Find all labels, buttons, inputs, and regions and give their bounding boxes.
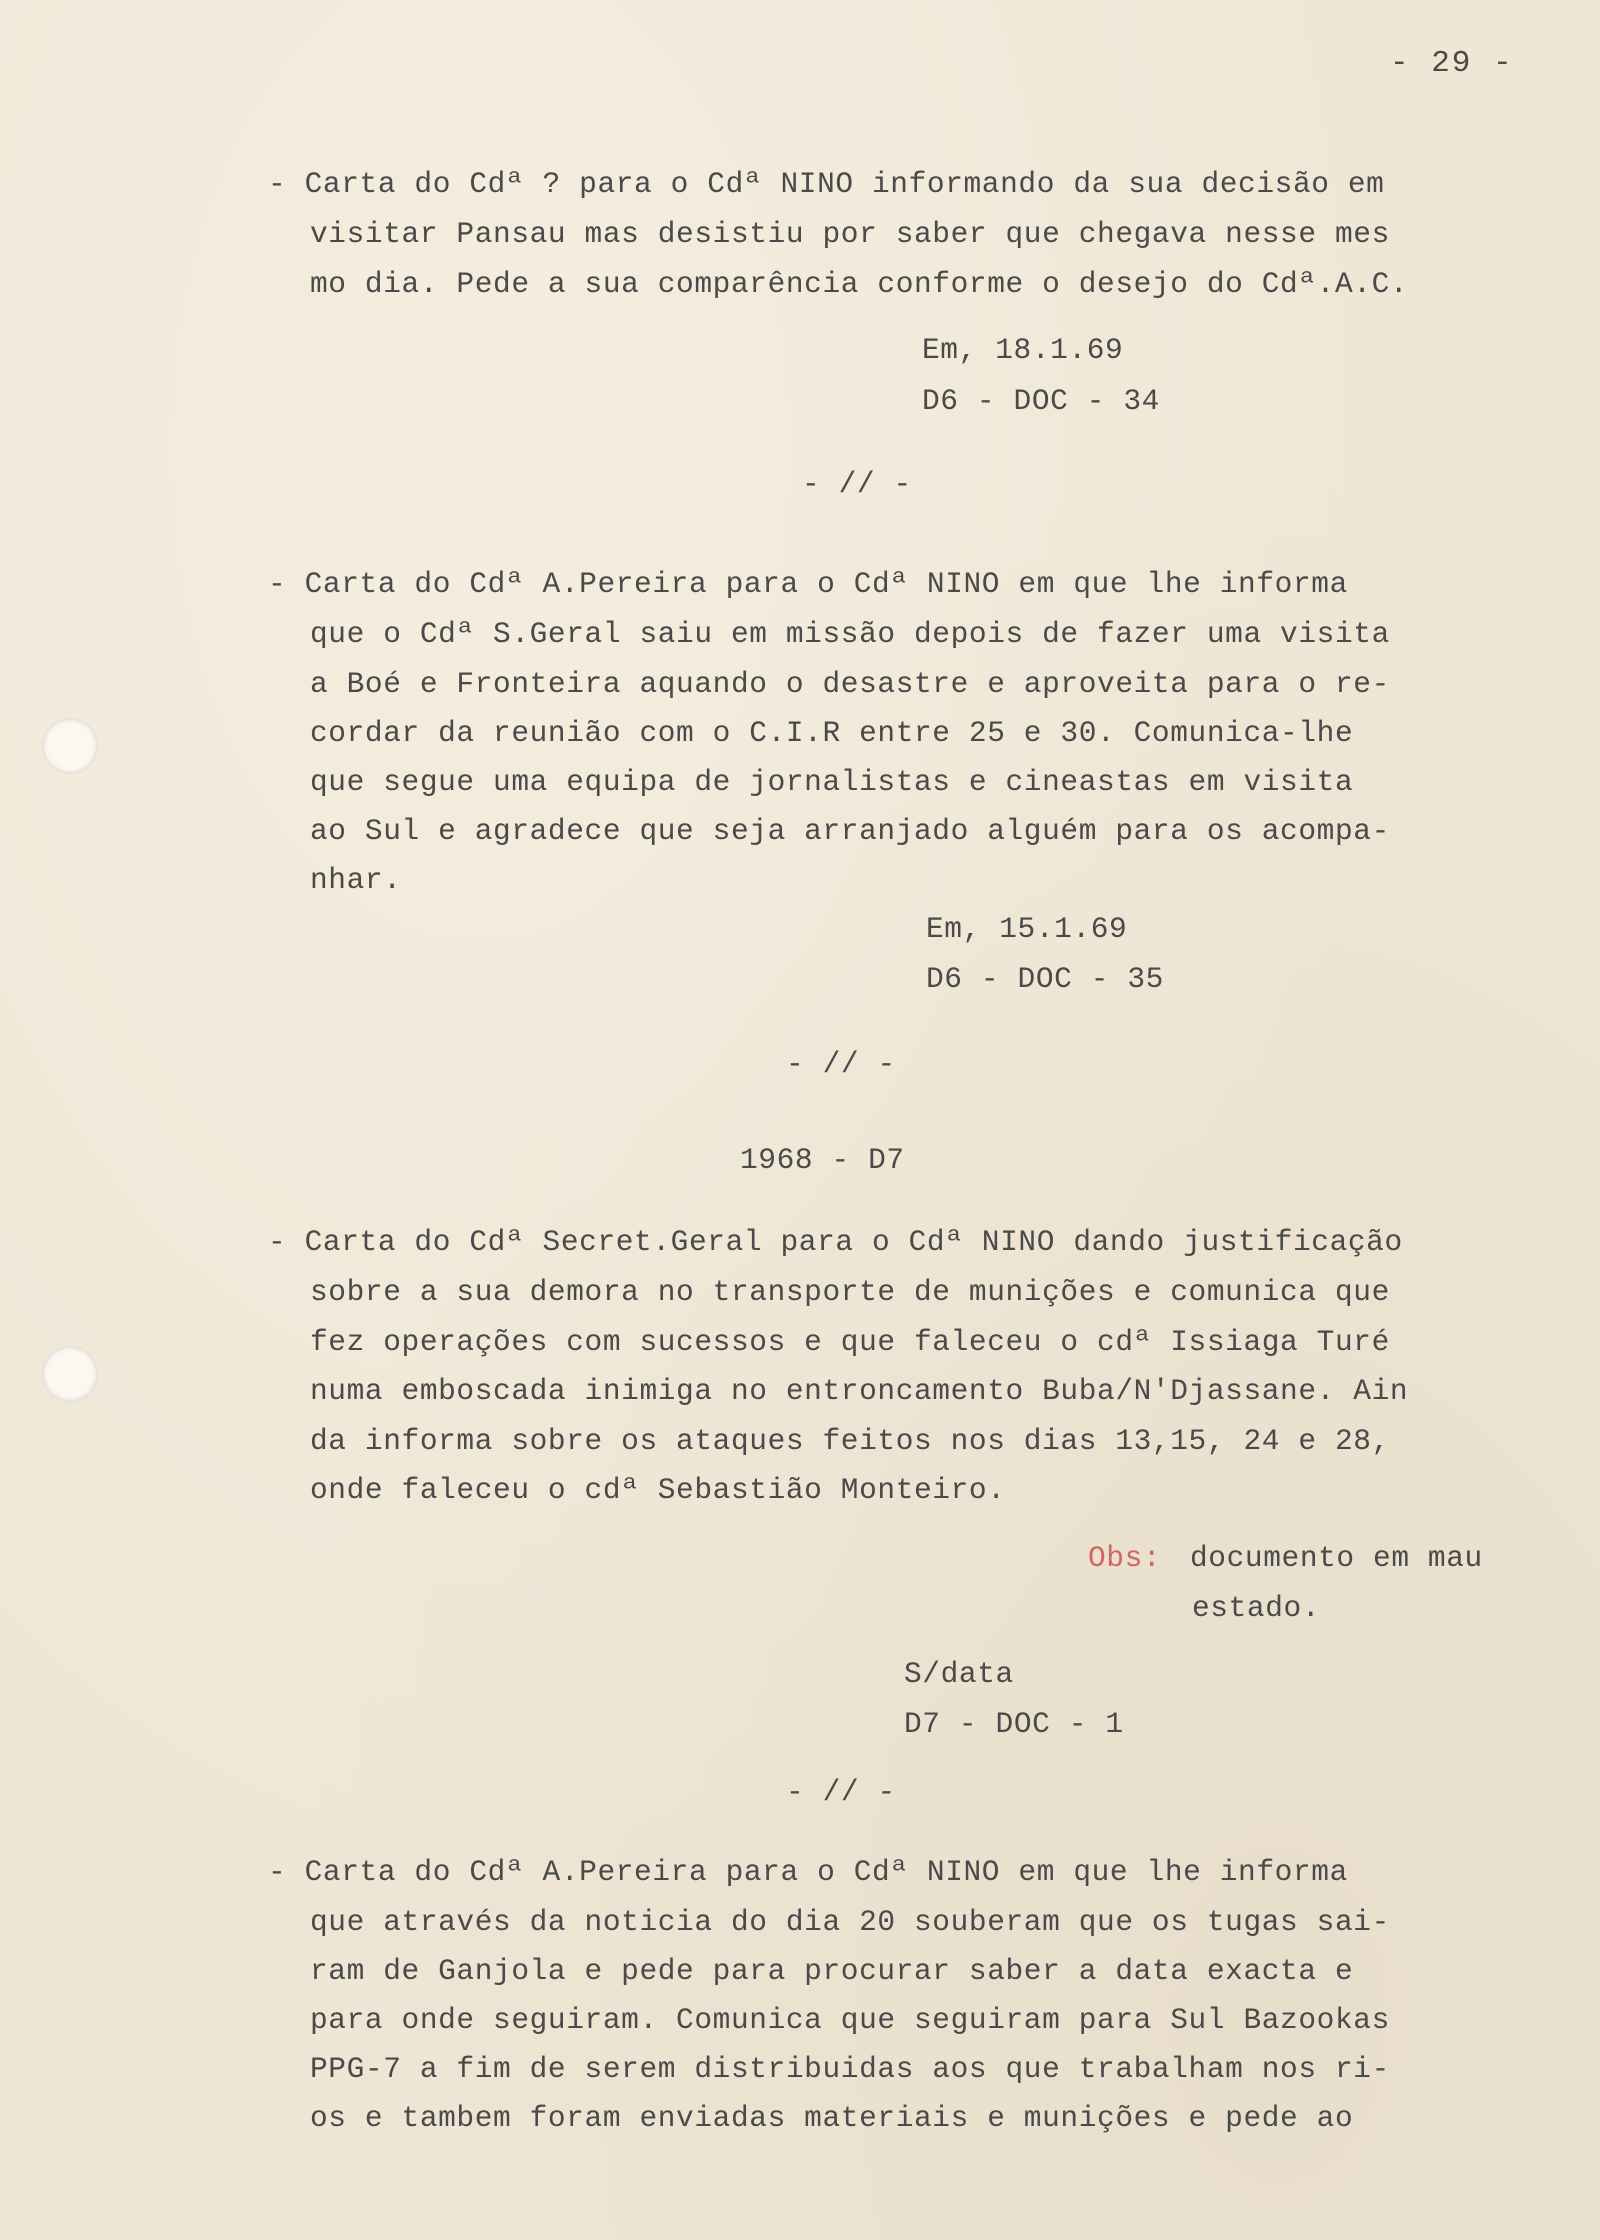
separator-1: - // - [802, 467, 912, 501]
entry-2-line-6: ao Sul e agradece que seja arranjado alguém para os acompa- [310, 814, 1390, 848]
obs-text-continued: estado. [1192, 1591, 1321, 1625]
entry-1-line-1: - Carta do Cdª ? para o Cdª NINO informando da sua decisão em [268, 167, 1385, 201]
entry-4-line-6: os e tambem foram enviadas materiais e munições e pede ao [310, 2101, 1354, 2135]
entry-2-line-3: a Boé e Fronteira aquando o desastre e aproveita para o re- [310, 667, 1390, 701]
entry-3-line-2: sobre a sua demora no transporte de munições e comunica que [310, 1275, 1390, 1309]
obs-label: Obs: [1088, 1541, 1162, 1575]
punch-hole-upper [42, 718, 98, 774]
entry-1-line-3: mo dia. Pede a sua comparência conforme o desejo do Cdª.A.C. [310, 267, 1409, 301]
entry-2-date: Em, 15.1.69 [926, 912, 1128, 946]
entry-2-line-5: que segue uma equipa de jornalistas e cineastas em visita [310, 765, 1354, 799]
entry-3-line-6: onde faleceu o cdª Sebastião Monteiro. [310, 1473, 1006, 1507]
entry-2-line-2: que o Cdª S.Geral saiu em missão depois de fazer uma visita [310, 617, 1390, 651]
entry-2-ref: D6 - DOC - 35 [926, 962, 1164, 996]
entry-2-line-7: nhar. [310, 863, 402, 897]
entry-3-ref: D7 - DOC - 1 [904, 1707, 1124, 1741]
page-number: - 29 - [1390, 46, 1514, 81]
entry-1-line-2: visitar Pansau mas desistiu por saber que chegava nesse mes [310, 217, 1390, 251]
entry-3-date: S/data [904, 1657, 1014, 1691]
entry-4-line-4: para onde seguiram. Comunica que seguiram para Sul Bazookas [310, 2003, 1390, 2037]
separator-3: - // - [786, 1775, 896, 1809]
entry-4-line-3: ram de Ganjola e pede para procurar saber a data exacta e [310, 1954, 1354, 1988]
entry-3-line-5: da informa sobre os ataques feitos nos dias 13,15, 24 e 28, [310, 1424, 1390, 1458]
entry-2-line-1: - Carta do Cdª A.Pereira para o Cdª NINO em que lhe informa [268, 567, 1348, 601]
entry-2-line-4: cordar da reunião com o C.I.R entre 25 e 30. Comunica-lhe [310, 716, 1354, 750]
entry-3-line-3: fez operações com sucessos e que faleceu o cdª Issiaga Turé [310, 1325, 1390, 1359]
obs-text: documento em mau [1190, 1541, 1483, 1575]
entry-1-ref: D6 - DOC - 34 [922, 384, 1160, 418]
entry-3-line-1: - Carta do Cdª Secret.Geral para o Cdª NINO dando justificação [268, 1225, 1403, 1259]
entry-1-date: Em, 18.1.69 [922, 333, 1124, 367]
entry-4-line-2: que através da noticia do dia 20 souberam que os tugas sai- [310, 1905, 1390, 1939]
entry-3-line-4: numa emboscada inimiga no entroncamento Buba/N'Djassane. Ain [310, 1374, 1409, 1408]
separator-2: - // - [786, 1047, 896, 1081]
entry-4-line-5: PPG-7 a fim de serem distribuidas aos que trabalham nos ri- [310, 2052, 1390, 2086]
entry-4-line-1: - Carta do Cdª A.Pereira para o Cdª NINO em que lhe informa [268, 1855, 1348, 1889]
section-heading: 1968 - D7 [740, 1143, 905, 1177]
punch-hole-lower [42, 1346, 98, 1402]
